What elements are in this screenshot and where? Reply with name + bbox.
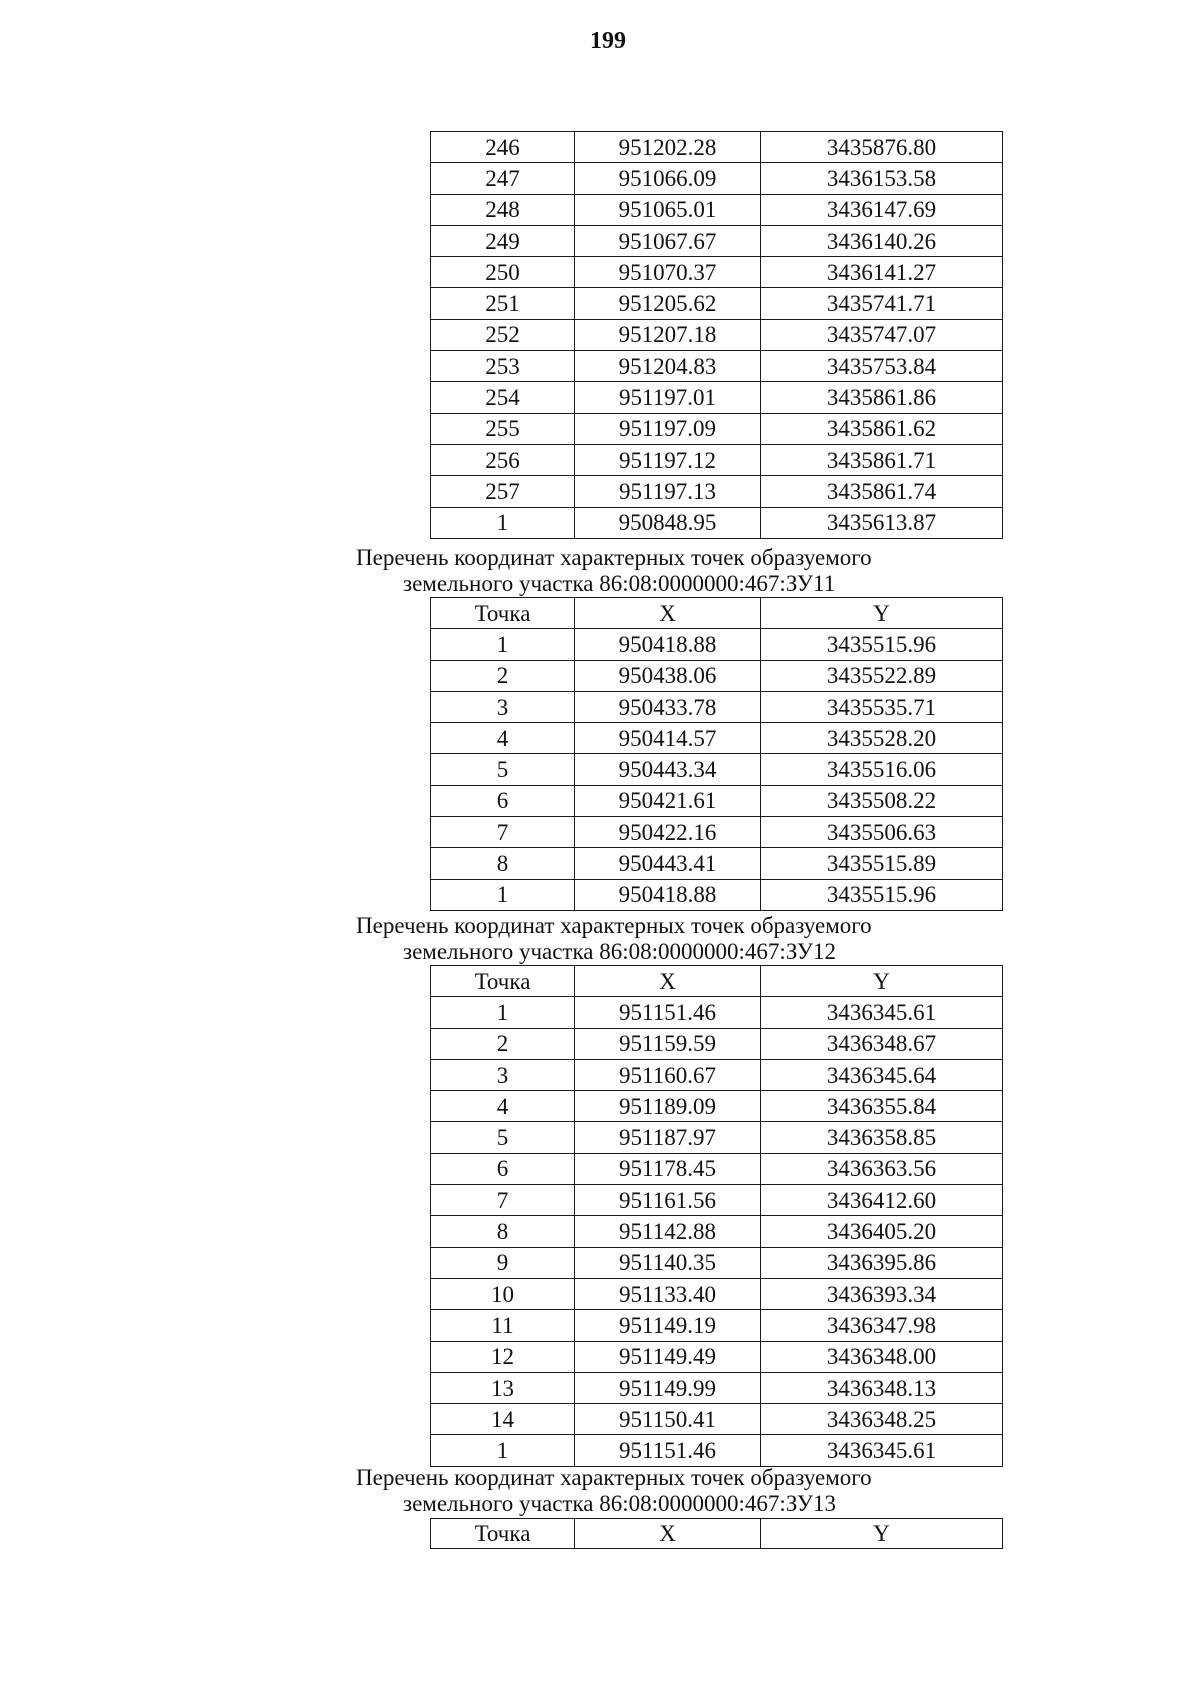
cell-point: 12	[431, 1341, 575, 1372]
cell-point: 247	[431, 163, 575, 194]
cell-x: 951151.46	[575, 997, 761, 1028]
table-row	[431, 1278, 1003, 1309]
cell-y: 3436345.64	[761, 1059, 1003, 1090]
header-x: X	[575, 598, 761, 629]
cell-x: 951187.97	[575, 1122, 761, 1153]
coordinates-table-continued	[430, 131, 1003, 539]
table-row	[431, 1122, 1003, 1153]
cell-y: 3436348.67	[761, 1028, 1003, 1059]
cell-x: 950438.06	[575, 660, 761, 691]
cell-y: 3435753.84	[761, 351, 1003, 382]
cell-x: 950433.78	[575, 691, 761, 722]
cell-x: 951150.41	[575, 1404, 761, 1435]
cell-point: 255	[431, 413, 575, 444]
cell-point: 2	[431, 660, 575, 691]
cell-x: 951133.40	[575, 1278, 761, 1309]
table-row	[431, 754, 1003, 785]
header-point: Точка	[431, 598, 575, 629]
table-row	[431, 163, 1003, 194]
cell-x: 951202.28	[575, 132, 761, 163]
cell-y: 3436153.58	[761, 163, 1003, 194]
cell-x: 951065.01	[575, 194, 761, 225]
cell-y: 3435861.71	[761, 444, 1003, 475]
cell-y: 3435861.86	[761, 382, 1003, 413]
cell-x: 950422.16	[575, 817, 761, 848]
cell-x: 950443.41	[575, 848, 761, 879]
table-row	[431, 1341, 1003, 1372]
cell-y: 3435747.07	[761, 319, 1003, 350]
header-y: Y	[761, 966, 1003, 997]
cell-point: 1	[431, 879, 575, 910]
table-row	[431, 1216, 1003, 1247]
table-row	[431, 1091, 1003, 1122]
table-row	[431, 288, 1003, 319]
cell-y: 3436358.85	[761, 1122, 1003, 1153]
table-row	[431, 848, 1003, 879]
table-row	[431, 194, 1003, 225]
cell-y: 3435741.71	[761, 288, 1003, 319]
cell-y: 3435516.06	[761, 754, 1003, 785]
cell-point: 4	[431, 723, 575, 754]
page-number: 199	[590, 28, 626, 54]
cell-x: 951067.67	[575, 225, 761, 256]
caption-line-1: Перечень координат характерных точек образуемого	[356, 913, 872, 938]
cell-x: 951066.09	[575, 163, 761, 194]
cell-x: 951159.59	[575, 1028, 761, 1059]
table-header-row	[431, 598, 1003, 629]
cell-x: 951161.56	[575, 1185, 761, 1216]
cell-x: 950418.88	[575, 879, 761, 910]
cell-x: 950848.95	[575, 507, 761, 538]
cell-point: 251	[431, 288, 575, 319]
table-row	[431, 413, 1003, 444]
cell-point: 252	[431, 319, 575, 350]
table-row	[431, 817, 1003, 848]
cell-point: 248	[431, 194, 575, 225]
cell-y: 3436147.69	[761, 194, 1003, 225]
cell-y: 3436395.86	[761, 1247, 1003, 1278]
cell-point: 254	[431, 382, 575, 413]
cell-point: 3	[431, 1059, 575, 1090]
cell-x: 951070.37	[575, 257, 761, 288]
cell-point: 3	[431, 691, 575, 722]
cell-y: 3436363.56	[761, 1153, 1003, 1184]
cell-y: 3436412.60	[761, 1185, 1003, 1216]
cell-x: 951197.12	[575, 444, 761, 475]
header-y: Y	[761, 1519, 1003, 1549]
cell-y: 3435861.74	[761, 476, 1003, 507]
cell-x: 951204.83	[575, 351, 761, 382]
cell-point: 250	[431, 257, 575, 288]
cell-point: 6	[431, 1153, 575, 1184]
cell-y: 3436347.98	[761, 1310, 1003, 1341]
caption-line-1: Перечень координат характерных точек образуемого	[356, 545, 872, 570]
cell-point: 7	[431, 1185, 575, 1216]
cell-point: 253	[431, 351, 575, 382]
cell-y: 3436348.25	[761, 1404, 1003, 1435]
cell-point: 6	[431, 785, 575, 816]
cell-y: 3435515.89	[761, 848, 1003, 879]
cell-x: 951160.67	[575, 1059, 761, 1090]
header-point: Точка	[431, 966, 575, 997]
table-row	[431, 1404, 1003, 1435]
cell-x: 951178.45	[575, 1153, 761, 1184]
cell-point: 14	[431, 1404, 575, 1435]
table-row	[431, 1310, 1003, 1341]
cell-x: 950443.34	[575, 754, 761, 785]
cell-point: 256	[431, 444, 575, 475]
cell-x: 951197.01	[575, 382, 761, 413]
cell-point: 249	[431, 225, 575, 256]
cell-x: 950414.57	[575, 723, 761, 754]
cell-x: 951151.46	[575, 1435, 761, 1466]
cell-y: 3436141.27	[761, 257, 1003, 288]
cell-y: 3435876.80	[761, 132, 1003, 163]
cell-point: 1	[431, 997, 575, 1028]
cell-point: 4	[431, 1091, 575, 1122]
table-row	[431, 691, 1003, 722]
table-row	[431, 1247, 1003, 1278]
cell-y: 3435506.63	[761, 817, 1003, 848]
section-caption-zu12	[356, 913, 1056, 965]
table-row	[431, 382, 1003, 413]
cell-y: 3436348.13	[761, 1372, 1003, 1403]
cell-point: 11	[431, 1310, 575, 1341]
table-row	[431, 444, 1003, 475]
cell-x: 951142.88	[575, 1216, 761, 1247]
header-point: Точка	[431, 1519, 575, 1549]
table-row	[431, 476, 1003, 507]
table-row	[431, 879, 1003, 910]
section-caption-zu13	[356, 1465, 1056, 1517]
cell-y: 3436405.20	[761, 1216, 1003, 1247]
cell-point: 1	[431, 629, 575, 660]
table-row	[431, 997, 1003, 1028]
cell-y: 3435508.22	[761, 785, 1003, 816]
caption-line-2: земельного участка 86:08:0000000:467:ЗУ11	[403, 571, 836, 596]
table-row	[431, 507, 1003, 538]
cell-y: 3435613.87	[761, 507, 1003, 538]
caption-line-1: Перечень координат характерных точек образуемого	[356, 1465, 872, 1490]
table-row	[431, 319, 1003, 350]
cell-y: 3435535.71	[761, 691, 1003, 722]
cell-y: 3436345.61	[761, 997, 1003, 1028]
table-row	[431, 1059, 1003, 1090]
table-row	[431, 132, 1003, 163]
cell-point: 2	[431, 1028, 575, 1059]
table-row	[431, 1028, 1003, 1059]
cell-point: 9	[431, 1247, 575, 1278]
coordinates-table-zu11	[430, 597, 1003, 911]
table-row	[431, 660, 1003, 691]
cell-x: 951149.49	[575, 1341, 761, 1372]
table-row	[431, 723, 1003, 754]
caption-line-2: земельного участка 86:08:0000000:467:ЗУ12	[403, 939, 837, 964]
coordinates-table-zu12	[430, 965, 1003, 1467]
cell-x: 951197.13	[575, 476, 761, 507]
cell-x: 951149.99	[575, 1372, 761, 1403]
table-row	[431, 1153, 1003, 1184]
table-row	[431, 257, 1003, 288]
cell-point: 7	[431, 817, 575, 848]
cell-x: 951205.62	[575, 288, 761, 319]
header-x: X	[575, 1519, 761, 1549]
cell-point: 246	[431, 132, 575, 163]
cell-x: 950418.88	[575, 629, 761, 660]
cell-point: 5	[431, 1122, 575, 1153]
cell-point: 8	[431, 848, 575, 879]
cell-x: 951149.19	[575, 1310, 761, 1341]
table-row	[431, 1372, 1003, 1403]
cell-y: 3435515.96	[761, 629, 1003, 660]
cell-x: 951189.09	[575, 1091, 761, 1122]
table-header-row	[431, 966, 1003, 997]
table-row	[431, 225, 1003, 256]
caption-line-2: земельного участка 86:08:0000000:467:ЗУ13	[403, 1491, 837, 1516]
cell-y: 3435528.20	[761, 723, 1003, 754]
cell-y: 3435861.62	[761, 413, 1003, 444]
section-caption-zu11	[356, 545, 1056, 597]
cell-point: 1	[431, 1435, 575, 1466]
cell-point: 10	[431, 1278, 575, 1309]
table-row	[431, 785, 1003, 816]
cell-y: 3436140.26	[761, 225, 1003, 256]
table-row	[431, 1435, 1003, 1466]
header-y: Y	[761, 598, 1003, 629]
cell-point: 257	[431, 476, 575, 507]
cell-y: 3436345.61	[761, 1435, 1003, 1466]
cell-point: 1	[431, 507, 575, 538]
cell-y: 3435515.96	[761, 879, 1003, 910]
table-header-row	[431, 1519, 1003, 1549]
cell-point: 8	[431, 1216, 575, 1247]
coordinates-table-zu13	[430, 1518, 1003, 1549]
cell-y: 3436348.00	[761, 1341, 1003, 1372]
table-row	[431, 351, 1003, 382]
header-x: X	[575, 966, 761, 997]
cell-x: 951207.18	[575, 319, 761, 350]
cell-y: 3436355.84	[761, 1091, 1003, 1122]
cell-y: 3435522.89	[761, 660, 1003, 691]
cell-x: 950421.61	[575, 785, 761, 816]
cell-x: 951197.09	[575, 413, 761, 444]
cell-y: 3436393.34	[761, 1278, 1003, 1309]
cell-point: 5	[431, 754, 575, 785]
table-row	[431, 629, 1003, 660]
cell-x: 951140.35	[575, 1247, 761, 1278]
cell-point: 13	[431, 1372, 575, 1403]
table-row	[431, 1185, 1003, 1216]
